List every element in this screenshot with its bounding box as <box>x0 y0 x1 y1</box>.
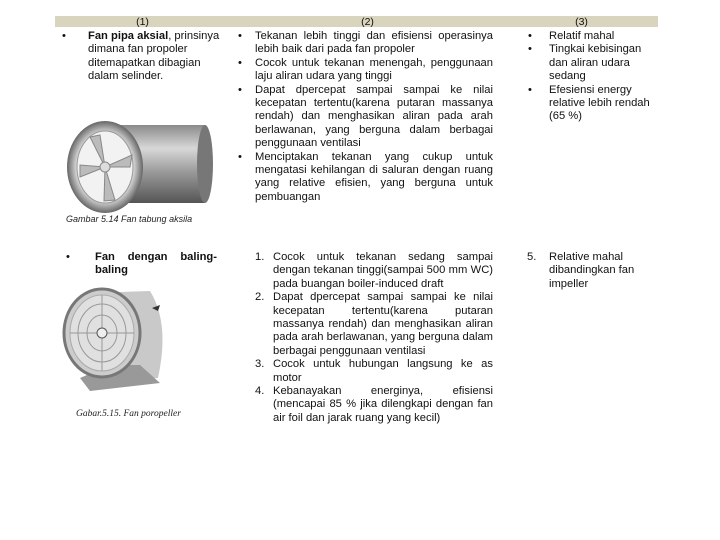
list-item <box>255 385 493 425</box>
list-item <box>255 251 493 291</box>
list-number: 3. <box>255 358 265 371</box>
bullet-icon: • <box>238 150 242 163</box>
axial-tube-fan-image <box>60 115 220 215</box>
bullet-icon: • <box>528 43 532 56</box>
list-item <box>528 30 653 43</box>
bullet-icon: • <box>528 30 532 42</box>
bullet-icon: • <box>238 30 242 42</box>
bullet-icon: • <box>62 30 66 42</box>
list-item-text: Cocok untuk tekanan menengah, penggunaan laju aliran udara yang tinggi <box>255 56 493 83</box>
list-item <box>528 84 653 124</box>
figure-caption-5-15: Gabar.5.15. Fan poropeller <box>76 409 181 419</box>
list-item-text: Tingkai kebisingan dan aliran udara sedang <box>549 43 642 83</box>
bullet-icon: • <box>528 83 532 96</box>
list-item <box>238 57 493 84</box>
list-item-text: Efesiensi energy relative lebih rendah (65 %) <box>549 83 650 123</box>
list-item-text: Dapat dpercepat sampai sampai ke nilai kecepatan tertentu(karena putaran massanya rendah) dan menghasikan aliran pada arah berlawanan, yang berguna dalam berbagai penggunaan ventilasi <box>273 291 493 357</box>
list-item <box>238 84 493 151</box>
list-item-text: Relative mahal dibandingkan fan impeller <box>549 251 635 290</box>
list-item-text: Cocok untuk tekanan sedang sampai dengan tekanan tinggi(sampai 500 mm WC) pada buangan boiler-induced draft <box>273 251 493 290</box>
fan-pipa-aksial-title: Fan pipa aksial <box>88 30 169 42</box>
list-item-text: Tekanan lebih tinggi dan efisiensi operasinya lebih baik dari pada fan propoler <box>255 30 493 56</box>
list-item <box>255 358 493 385</box>
column-header-1: (1) <box>136 16 149 28</box>
column-3-numbered <box>527 251 652 291</box>
bullet-icon: • <box>238 56 242 69</box>
column-2-bullets <box>238 30 493 204</box>
figure-caption-5-14: Gambar 5.14 Fan tabung aksila <box>66 214 193 224</box>
list-item <box>255 291 493 358</box>
list-item-text: Cocok untuk hubungan langsung ke as motor <box>273 358 493 384</box>
fan-baling-baling-title: Fan dengan baling-baling <box>95 251 217 277</box>
list-item-text: Relatif mahal <box>549 30 615 42</box>
list-item <box>238 151 493 205</box>
list-item-text: Dapat dpercepat sampai sampai ke nilai kecepatan tertentu(karena putaran massanya rendah) dan menghasikan aliran pada arah berlawanan, yang berguna dalam berbagai penggunaan ventilasi <box>255 83 493 150</box>
column-header-2: (2) <box>361 16 374 28</box>
fan-pipa-aksial-description: , prinsinya dimana fan propoler ditemapatkan dibagian dalam selinder. <box>88 30 220 83</box>
bullet-icon: • <box>238 83 242 96</box>
column-3-bullets <box>528 30 653 124</box>
propeller-fan-image <box>60 283 180 393</box>
bullet-icon: • <box>66 251 70 263</box>
list-number: 5. <box>527 251 537 263</box>
list-item <box>238 30 493 57</box>
list-item <box>528 43 653 83</box>
list-number: 1. <box>255 251 265 263</box>
column-2-numbered <box>255 251 493 425</box>
list-number: 4. <box>255 385 265 398</box>
list-number: 2. <box>255 291 265 304</box>
list-item <box>527 251 652 291</box>
list-item-text: Menciptakan tekanan yang cukup untuk mengatasi kehilangan di saluran dengan ruang yang relative efisien, yang berguna untuk pembuangan <box>255 150 493 203</box>
list-item-text: Kebanayakan energinya, efisiensi (mencapai 85 % jika dilengkapi dengan fan air foil dan jarak ruang yang kecil) <box>273 385 493 424</box>
column-header-3: (3) <box>575 16 588 28</box>
fan-pipa-aksial-text <box>88 30 220 84</box>
